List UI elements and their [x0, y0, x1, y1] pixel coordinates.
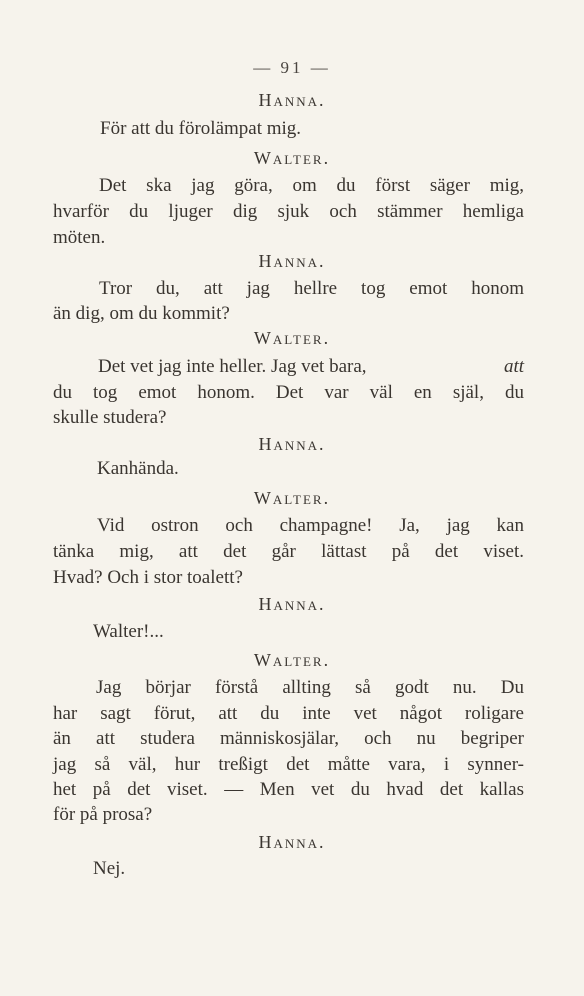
italic-emphasis: att: [503, 356, 524, 377]
dialogue-line: skulle studera?: [53, 407, 167, 428]
speaker-name: Walter.: [253, 148, 331, 168]
dialogue-line: Hvad? Och i stor toalett?: [53, 567, 243, 588]
dialogue-line: har sagt förut, att du inte vet något roligare: [53, 703, 524, 724]
dialogue-line: jag så väl, hur treßigt det måtte vara, i synner-: [53, 754, 524, 775]
dialogue-line: du tog emot honom. Det var väl en själ, du: [53, 382, 524, 403]
dialogue-line: Det ska jag göra, om du först säger mig,: [99, 175, 524, 196]
dialogue-line: än dig, om du kommit?: [53, 303, 230, 324]
speaker-name: Walter.: [253, 328, 331, 348]
dialogue-line: Walter!...: [93, 621, 164, 642]
dialogue-line: tänka mig, att det går lättast på det viset.: [53, 541, 524, 562]
page-number: — 91 —: [253, 58, 331, 77]
dialogue-line: Nej.: [93, 858, 126, 879]
speaker-name: Hanna.: [258, 832, 326, 852]
speaker-name: Walter.: [253, 488, 331, 508]
dialogue-line: För att du förolämpat mig.: [100, 118, 302, 139]
dialogue-line: het på det viset. — Men vet du hvad det kallas: [53, 779, 524, 800]
dialogue-line: hvarför du ljuger dig sjuk och stämmer hemliga: [53, 201, 524, 222]
dialogue-text: Det vet jag inte heller. Jag vet bara,: [98, 356, 372, 377]
dialogue-line: Vid ostron och champagne! Ja, jag kan: [97, 515, 524, 536]
dialogue-line: Jag börjar förstå allting så godt nu. Du: [96, 677, 524, 698]
speaker-name: Hanna.: [258, 434, 326, 454]
dialogue-line: möten.: [53, 227, 106, 248]
dialogue-line: Tror du, att jag hellre tog emot honom: [99, 278, 524, 299]
dialogue-line: Kanhända.: [97, 458, 179, 479]
speaker-name: Hanna.: [258, 90, 326, 110]
speaker-name: Walter.: [253, 650, 331, 670]
dialogue-line: [98, 355, 524, 379]
speaker-name: Hanna.: [258, 251, 326, 271]
speaker-name: Hanna.: [258, 594, 326, 614]
dialogue-line: för på prosa?: [53, 804, 153, 825]
dialogue-line: än att studera människosjälar, och nu begriper: [53, 728, 524, 749]
